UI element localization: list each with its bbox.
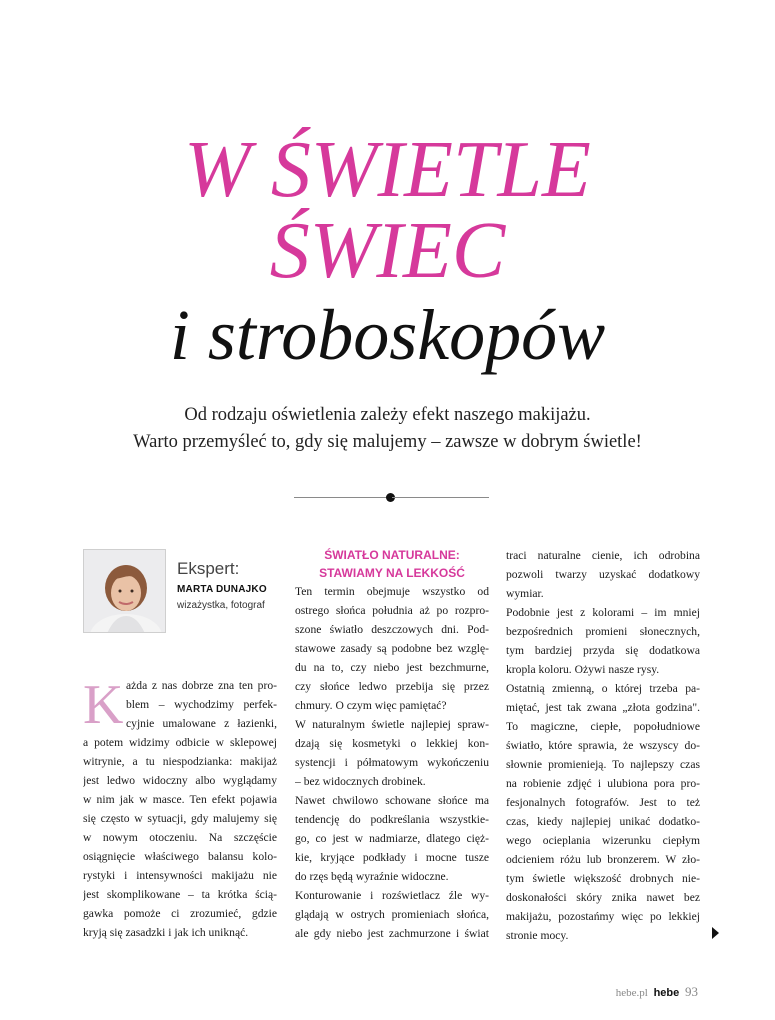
text-line: bezpośrednich promieni słonecznych, <box>506 625 700 638</box>
text-line: tym świetle większość drobnych nie- <box>506 872 700 885</box>
section-heading-line-1: ŚWIATŁO NATURALNE: <box>324 548 460 562</box>
section-heading <box>295 546 489 582</box>
text-line: makijażu, pozostańmy więc po lekkiej <box>506 910 700 923</box>
lead-line-2: Warto przemyśleć to, gdy się malujemy – zawsze w dobrym świetle! <box>133 432 642 452</box>
expert-name: MARTA DUNAJKO <box>177 584 267 595</box>
section-heading-line-2: STAWIAMY NA LEKKOŚĆ <box>319 566 465 580</box>
text-line: – bez widocznych drobinek. <box>295 775 426 788</box>
title-line-3: i stroboskopów <box>169 295 606 375</box>
text-line: jest skomplikowane – ta krótka ścią- <box>83 888 277 901</box>
divider-line-left <box>294 497 391 498</box>
text-line: miętać, jest tak zwana „złota godzina". <box>506 701 700 714</box>
text-line: słownie promienieją. To najlepszy czas <box>506 758 700 771</box>
text-line: fesjonalnych fotografów. Jest to też <box>506 796 700 809</box>
text-line: gawka pomoże ci zrozumieć, gdzie <box>83 907 277 920</box>
text-line: a potem widzimy odbicie w sklepowej <box>83 736 277 749</box>
text-line: do rzęs będą wyraźnie widoczne. <box>295 870 449 883</box>
text-line: kropla koloru. Ożywi nasze rysy. <box>506 663 660 676</box>
body-column-2 <box>295 582 489 943</box>
footer-site: hebe.pl <box>615 987 648 999</box>
drop-cap: K <box>83 674 124 736</box>
text-line: rystyki i intensywności makijażu nie <box>83 869 277 882</box>
text-line: wego ocieplania wizerunku ciepłym <box>506 834 700 847</box>
text-line: ale gdy niebo jest zachmurzone i świat <box>295 927 489 940</box>
text-line: ażda z nas dobrze zna ten pro- <box>126 679 277 692</box>
text-line: Konturowanie i rozświetlacz źle wy- <box>295 889 489 902</box>
text-line: odcieniem różu lub bronzerem. W zło- <box>506 853 700 866</box>
expert-label: Ekspert: <box>177 559 240 578</box>
text-line: Ten termin obejmuje wszystko od <box>295 585 489 598</box>
text-line: szone światło deszczowych dni. Pod- <box>295 623 489 636</box>
text-line: go, co jest w nadmiarze, dlatego cięż- <box>295 832 489 845</box>
text-line: traci naturalne cienie, ich odrobina <box>506 549 700 562</box>
text-line: w nim jak w masce. Ten efekt pojawia <box>83 793 277 806</box>
text-line: na robienie zdjęć i ulubiona pora pro- <box>506 777 700 790</box>
expert-role: wizażystka, fotograf <box>177 600 265 611</box>
text-line: dzają się kosmetyki o lekkiej kon- <box>295 737 489 750</box>
text-line: W naturalnym świetle najlepiej spraw- <box>295 718 489 731</box>
text-line: stronie mocy. <box>506 929 569 942</box>
text-line: To magiczne, ciepłe, popołudniowe <box>506 720 700 733</box>
text-line: kryją się zasadzki i jak ich uniknąć. <box>83 926 249 939</box>
text-line: się często w sytuacji, gdy malujemy się <box>83 812 277 825</box>
text-line: du na to, czy niebo jest bezchmurne, <box>295 661 489 674</box>
text-line: czy słońce ledwo przebija się przez <box>295 680 489 693</box>
text-line: pozwoli twarzy uzyskać dodatkowy <box>506 568 700 581</box>
body-column-3 <box>506 546 700 945</box>
text-line: chmury. O czym więc pamiętać? <box>295 699 447 712</box>
text-line: ostrego słońca południa aż po rozpro- <box>295 604 489 617</box>
text-line: Nawet chwilowo schowane słońce ma <box>295 794 489 807</box>
text-line: glądają w ostrych promieniach słońca, <box>295 908 489 921</box>
text-line: cyjnie umalowane z łazienki, <box>126 717 277 730</box>
divider-line-right <box>392 497 489 498</box>
title-line-2: ŚWIEC <box>269 207 506 295</box>
body-column-1 <box>83 676 277 942</box>
title-line-1: W ŚWIETLE <box>184 126 591 214</box>
text-line: systencji i półmatowym wykończeniu <box>295 756 489 769</box>
text-line: osiągnięcie właściwego balansu kolo- <box>83 850 277 863</box>
page-number: 93 <box>685 984 698 999</box>
text-line: w nowym otoczeniu. Na szczęście <box>83 831 277 844</box>
text-line: doskonałości skóry znika nawet bez <box>506 891 700 904</box>
expert-photo <box>83 549 166 633</box>
text-line: jest ledwo widoczny albo wyglądamy <box>83 774 277 787</box>
text-line: blem – wychodzimy perfek- <box>126 698 277 711</box>
next-page-arrow-icon[interactable] <box>712 927 719 939</box>
text-line: czas, kiedy najlepiej unikać dodatko- <box>506 815 700 828</box>
page-footer <box>616 984 698 1000</box>
lead-line-1: Od rodzaju oświetlenia zależy efekt naszego makijażu. <box>184 405 591 425</box>
footer-brand: hebe <box>653 987 680 999</box>
text-line: światło, które sprawia, że wszyscy do- <box>506 739 700 752</box>
text-line: Podobnie jest z kolorami – im mniej <box>506 606 700 619</box>
text-line: kie, kryjące podkłady i mocne tusze <box>295 851 489 864</box>
text-line: tym bardziej przyda się dodatkowa <box>506 644 700 657</box>
text-line: tendencję do podkreślania wszystkie- <box>295 813 489 826</box>
text-line: Ostatnią zmienną, o której trzeba pa- <box>506 682 700 695</box>
text-line: witrynie, a tu niespodzianka: makijaż <box>83 755 277 768</box>
text-line: stawowe zasady są podobne bez wzglę- <box>295 642 489 655</box>
text-line: wymiar. <box>506 587 544 600</box>
